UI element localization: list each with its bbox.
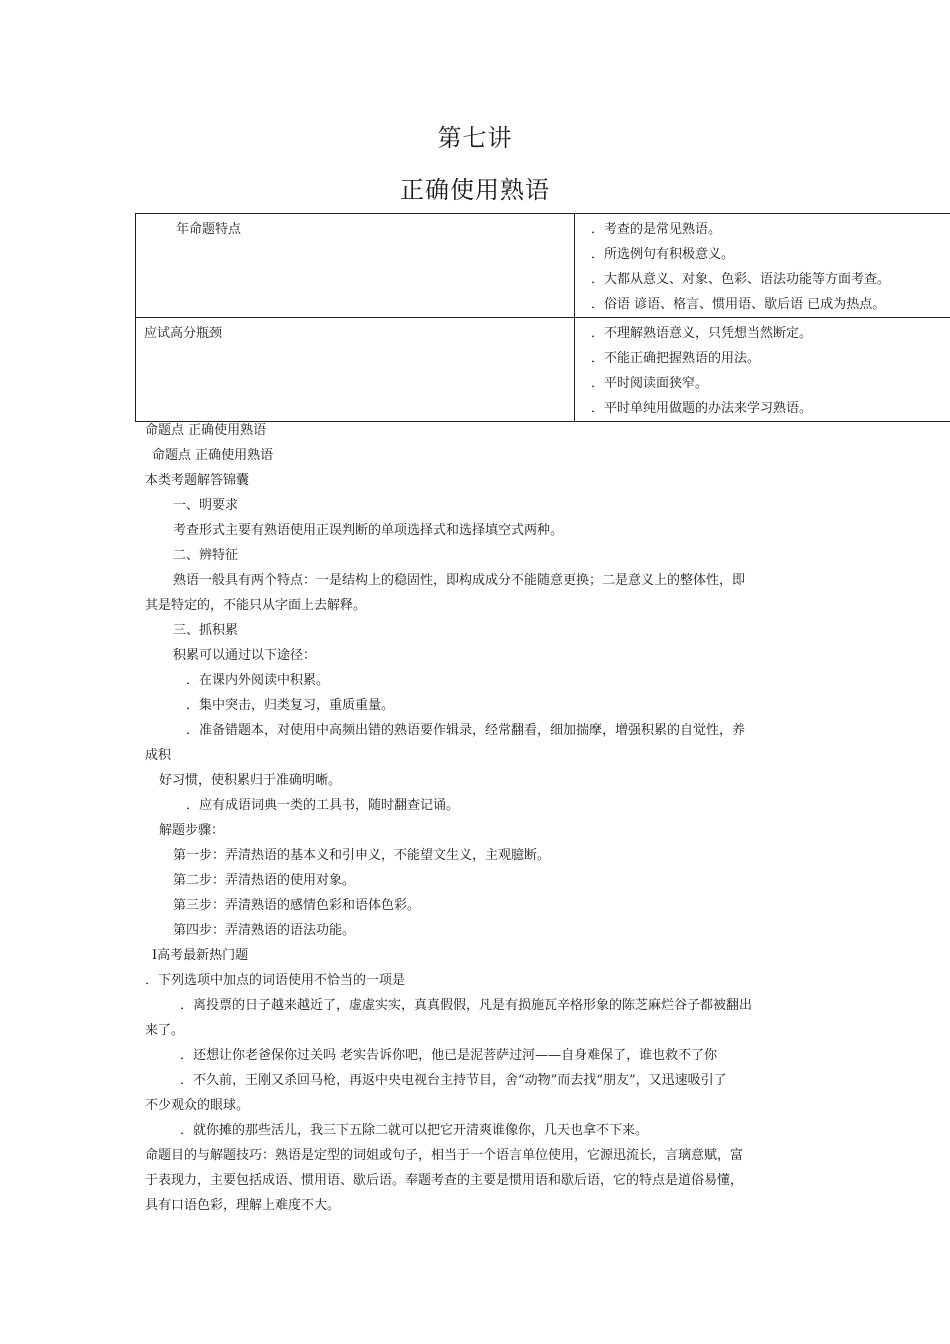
section-heading: 本类考题解答锦囊 xyxy=(145,473,250,488)
section-heading: 解题步骤： xyxy=(159,823,225,838)
section-heading: 三、抓积累 xyxy=(173,623,239,638)
question-option: ．就你摊的那些活儿，我三下五除二就可以把它开清爽谁像你，几天也拿不下来。 xyxy=(180,1123,649,1138)
table-row-label-cell xyxy=(136,318,575,422)
question-option: 来了。 xyxy=(145,1023,185,1038)
list-item: ．不能正确把握熟语的用法。 xyxy=(591,351,761,366)
paragraph-line: 考查形式主要有熟语使用正误判断的单项选择式和选择填空式两种。 xyxy=(173,523,564,538)
explanation-line: 命题目的与解题技巧：熟语是定型的词姐或句子，相当于一个语言单位使用，它源迅流长，言璃意赋，富 xyxy=(145,1148,744,1163)
section-heading: 一、明要求 xyxy=(173,498,239,513)
section-heading: Ⅰ高考最新热门题 xyxy=(152,948,249,963)
explanation-line: 具有口语色彩，理解上难度不大。 xyxy=(145,1198,341,1213)
question-option: ．还想让你老爸保你过关吗 老实告诉你吧，他已是泥菩萨过河——自身难保了，谁也救不了你 xyxy=(180,1048,718,1063)
list-item: ．平时阅读面狭窄。 xyxy=(591,376,709,391)
topic-heading: 命题点 正确使用熟语 xyxy=(145,423,267,438)
list-item: ．所选例句有积极意义。 xyxy=(591,247,735,262)
list-item: ．应有成语词典一类的工具书，随时翻查记诵。 xyxy=(186,798,460,813)
paragraph-line: 好习惯，使积累归于准确明晰。 xyxy=(159,773,342,788)
list-item: ．大都从意义、对象、色彩、语法功能等方面考查。 xyxy=(591,272,891,287)
table-row-items-cell xyxy=(575,318,950,422)
list-item: ．平时单纯用做题的办法来学习熟语。 xyxy=(591,401,813,416)
table-row-label-cell xyxy=(136,214,575,318)
step-line: 第四步：弄清熟语的语法功能。 xyxy=(173,923,356,938)
list-item: ．不理解熟语意义，只凭想当然断定。 xyxy=(591,326,813,341)
paragraph-line: 熟语一般具有两个特点：一是结构上的稳固性，即构成成分不能随意更换；二是意义上的整体性，即 xyxy=(173,573,746,588)
table-row xyxy=(136,318,950,422)
lecture-title: 第七讲 xyxy=(437,124,513,152)
step-line: 第三步：弄清熟语的感情色彩和语体色彩。 xyxy=(173,898,421,913)
question-stem: ．下列选项中加点的词语使用不恰当的一项是 xyxy=(145,973,406,988)
topic-heading: 命题点 正确使用熟语 xyxy=(152,448,274,463)
question-option: 不少观众的眼球。 xyxy=(145,1098,250,1113)
question-option: ．离投票的日子越来越近了，虚虚实实，真真假假，凡是有损施瓦辛格形象的陈芝麻烂谷子都被翻出 xyxy=(180,998,753,1013)
list-item: ．俗语 谚语、格言、惯用语、歇后语 已成为热点。 xyxy=(591,297,886,312)
section-heading: 二、辨特征 xyxy=(173,548,239,563)
paragraph-line: 其是特定的，不能只从字面上去解释。 xyxy=(145,598,367,613)
lecture-subtitle: 正确使用熟语 xyxy=(400,176,550,204)
list-item: ．考查的是常见熟语。 xyxy=(591,222,722,237)
paragraph-line: 成积 xyxy=(145,748,172,763)
row-label: 应试高分瓶颈 xyxy=(144,326,223,341)
step-line: 第一步：弄清热语的基本义和引申义，不能望文生义，主观臆断。 xyxy=(173,848,551,863)
table-row-items-cell xyxy=(575,214,950,318)
table-row xyxy=(136,214,950,318)
row-label: 年命题特点 xyxy=(176,222,242,237)
list-item: ．准备错题本，对使用中高频出错的熟语要作辑录，经常翻看，细加揣摩，增强积累的自觉性，养 xyxy=(186,723,746,738)
step-line: 第二步：弄清热语的使用对象。 xyxy=(173,873,356,888)
summary-table xyxy=(135,213,950,422)
list-item: ．集中突击，归类复习，重质重量。 xyxy=(186,698,395,713)
question-option: ．不久前，王刚又杀回马枪，再返中央电视台主持节目，舍“动物”而去找“朋友”，又迅速吸引了 xyxy=(180,1073,727,1088)
explanation-line: 于表现力，主要包括成语、惯用语、歇后语。奉题考查的主要是惯用语和歇后语，它的特点是道俗易懂， xyxy=(145,1173,744,1188)
list-item: ．在课内外阅读中积累。 xyxy=(186,673,330,688)
paragraph-line: 积累可以通过以下途径： xyxy=(173,648,317,663)
